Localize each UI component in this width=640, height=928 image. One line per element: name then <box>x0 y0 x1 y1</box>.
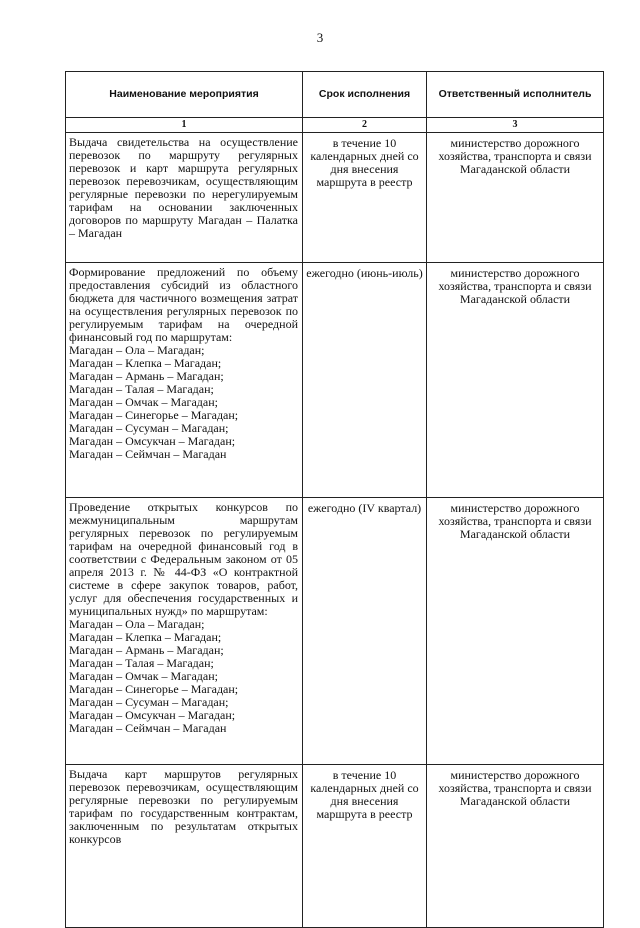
route-item: Магадан – Омсукчан – Магадан; <box>69 434 236 448</box>
route-item: Магадан – Ола – Магадан; <box>69 343 205 357</box>
term-cell: в течение 10 календарных дней со дня внесения маршрута в реестр <box>303 765 427 928</box>
event-text: Формирование предложений по объему предоставления субсидий из областного бюджета для частичного возмещения затрат на осуществления регулярных перевозок по регулируемым тарифам на очередной финансовый год по маршрутам: <box>69 265 298 344</box>
route-item: Магадан – Сусуман – Магадан; <box>69 695 229 709</box>
term-cell: ежегодно (IV квартал) <box>303 498 427 765</box>
event-cell <box>66 133 303 263</box>
route-item: Магадан – Синегорье – Магадан; <box>69 408 239 422</box>
event-cell <box>66 263 303 498</box>
route-item: Магадан – Талая – Магадан; <box>69 382 214 396</box>
table-row <box>66 263 604 498</box>
route-item: Магадан – Талая – Магадан; <box>69 656 214 670</box>
route-item: Магадан – Синегорье – Магадан; <box>69 682 239 696</box>
table-row <box>66 133 604 263</box>
header-term: Срок исполнения <box>303 72 427 118</box>
header-event-name: Наименование мероприятия <box>66 72 303 118</box>
term-cell: ежегодно (июнь-июль) <box>303 263 427 498</box>
column-number-row <box>66 118 604 133</box>
route-item: Магадан – Омчак – Магадан; <box>69 669 218 683</box>
event-cell <box>66 765 303 928</box>
event-text: Выдача свидетельства на осуществление перевозок по маршруту регулярных перевозок и карт маршрута регулярных перевозок перевозчикам, осуществляющим регулярные перевозки по нерегулируемым тарифам на основании заключенных договоров по маршруту Магадан – Палатка – Магадан <box>69 135 298 240</box>
event-text: Выдача карт маршрутов регулярных перевозок перевозчикам, осуществляющим регулярные перевозки по регулируемым тарифам по государственным контрактам, заключенным по результатам открытых конкурсов <box>69 767 298 846</box>
route-item: Магадан – Сусуман – Магадан; <box>69 421 229 435</box>
column-number-2: 2 <box>303 118 427 133</box>
responsible-cell: министерство дорожного хозяйства, транспорта и связи Магаданской области <box>427 263 604 498</box>
table-header-row <box>66 72 604 118</box>
term-cell: в течение 10 календарных дней со дня внесения маршрута в реестр <box>303 133 427 263</box>
route-item: Магадан – Сеймчан – Магадан <box>69 721 227 735</box>
header-responsible: Ответственный исполнитель <box>427 72 604 118</box>
table-row <box>66 765 604 928</box>
page-number: 3 <box>316 30 324 45</box>
event-text: Проведение открытых конкурсов по межмуниципальным маршрутам регулярных перевозок по регулируемым тарифам на очередной финансовый год в соответствии с Федеральным законом от 05 апреля 2013 г. № 44-ФЗ «О контрактной системе в сфере закупок товаров, работ, услуг для обеспечения государственных и муниципальных нужд» по маршрутам: <box>69 500 298 618</box>
column-number-1: 1 <box>66 118 303 133</box>
route-item: Магадан – Омсукчан – Магадан; <box>69 708 236 722</box>
route-item: Магадан – Клепка – Магадан; <box>69 630 222 644</box>
table-row <box>66 498 604 765</box>
route-item: Магадан – Армань – Магадан; <box>69 643 224 657</box>
action-plan-table <box>65 71 604 928</box>
event-cell <box>66 498 303 765</box>
route-item: Магадан – Сеймчан – Магадан <box>69 447 227 461</box>
route-item: Магадан – Клепка – Магадан; <box>69 356 222 370</box>
responsible-cell: министерство дорожного хозяйства, транспорта и связи Магаданской области <box>427 498 604 765</box>
route-item: Магадан – Омчак – Магадан; <box>69 395 218 409</box>
column-number-3: 3 <box>427 118 604 133</box>
responsible-cell: министерство дорожного хозяйства, транспорта и связи Магаданской области <box>427 765 604 928</box>
route-item: Магадан – Армань – Магадан; <box>69 369 224 383</box>
responsible-cell: министерство дорожного хозяйства, транспорта и связи Магаданской области <box>427 133 604 263</box>
route-item: Магадан – Ола – Магадан; <box>69 617 205 631</box>
